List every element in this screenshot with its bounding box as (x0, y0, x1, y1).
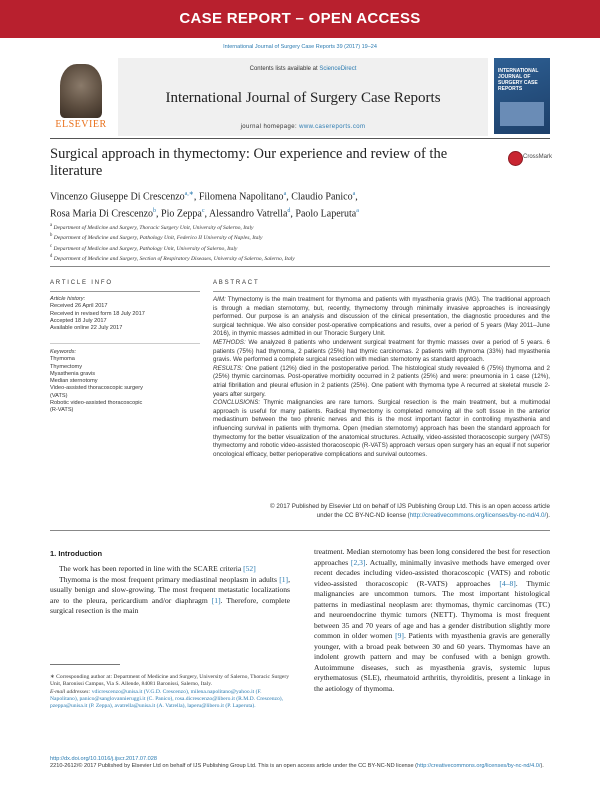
abstract-methods-text: We analyzed 8 patients who underwent surgical treatment for thymic masses over a period of 5 years. 6 patients (75%) had thymoma, 2 patients (25%) had thymic carcinomas. 2 patients with thymoma (33%) had myasthenia gravis. We performed a complete surgical resection with median sternotomy as standard approach. (213, 338, 550, 364)
email-label: E-mail addresses: (50, 688, 91, 695)
article-info-rule (50, 291, 200, 292)
affiliation-c-mark: c (50, 243, 53, 249)
left-column-text (50, 564, 290, 617)
affiliation-a (50, 222, 550, 232)
reference-link[interactable]: [52] (243, 564, 256, 573)
keyword: Thymoma (50, 356, 75, 363)
reference-link[interactable]: [4–8] (499, 578, 516, 588)
affiliation-d (50, 253, 550, 263)
abstract-aim-text: Thymectomy is the main treatment for thymoma and patients with myasthenia gravis (MG). The traditional approach is through a median sternotomy, but, recently, thymectomy through minimally invasive approaches is increasingly performed. Our purpose is an analysis and discussion of the clinical presentation, the diagnostic procedures and the surgical technique. We also consider post-operative complications and results, over a period of 5 years (May 2011–June 2016), in thymic masses admitted in our Thoracic Surgery Unit. (213, 296, 550, 338)
author-0-name[interactable]: Vincenzo Giuseppe Di Crescenzo (50, 191, 185, 203)
author-6-affil: a (356, 208, 359, 215)
abstract-results-text: One patient (12%) died in the postoperative period. The histological study revealed 6 (75%) thymoma and 2 (25%) thymic carcinomas. Post-operative morbidity occurred in 2 patients (25%) and were: pneumonia in 1 case (12%), atrial fibrillation and pleural effusion in 2 patients (25%). One patient with thymoma type A recurred at skeletal muscle 2-years after surgery. (213, 364, 550, 398)
copyright-suffix: ). (546, 511, 550, 519)
license-footer-link[interactable]: http://creativecommons.org/licenses/by-nc-nd/4.0/ (417, 763, 541, 770)
affiliation-c-text: Department of Medicine and Surgery, Pathology Unit, University of Salerno, Italy (53, 245, 238, 252)
affiliation-d-text: Department of Medicine and Surgery, Section of Respiratory Diseases, University of Salerno, Salerno, Italy (53, 255, 295, 262)
affiliation-c (50, 243, 550, 253)
keyword: Video-assisted thoracoscopic surgery (50, 385, 143, 392)
license-footer-suffix: ). (540, 763, 544, 770)
right-col-text-d: . Patients with myasthenia gravis are generally younger, with a broad peak between 30 and 60 years. Thymomas have an indolent growth pattern and may be confused with a benign growth. Autoimmune diseases, such as myasthenia gravis, systemic lupus erythematosus (SLE), rheumatoid arthritis, thyroiditis, present a linkage in the aetiology of thymoma. (314, 631, 550, 693)
journal-citation[interactable]: International Journal of Surgery Case Reports 39 (2017) 19–24 (223, 44, 377, 50)
keyword: Thymectomy (50, 363, 83, 370)
contents-line (118, 66, 488, 72)
author-4-affil: c (201, 208, 205, 215)
author-2-name[interactable]: Claudio Panico (291, 191, 353, 203)
elsevier-tree-icon (60, 64, 102, 118)
affiliation-a-mark: a (50, 223, 53, 228)
article-history (50, 296, 200, 332)
copyright-line-1: © 2017 Published by Elsevier Ltd on behalf of IJS Publishing Group Ltd. This is an open access article (270, 503, 550, 510)
author-1-name[interactable]: Filomena Napolitano (198, 191, 284, 203)
journal-masthead (50, 58, 550, 136)
affiliations (50, 222, 550, 263)
author-5-affil: d (287, 208, 291, 215)
header-rule (50, 138, 550, 139)
elsevier-wordmark: ELSEVIER (55, 119, 107, 130)
front-matter-rule (50, 266, 550, 267)
abstract-rule (213, 291, 550, 292)
abstract-heading: ABSTRACT (213, 280, 260, 286)
author-5-name[interactable]: Alessandro Vatrella (208, 208, 288, 220)
license-footer-prefix: 2210-2612/© 2017 Published by Elsevier Ltd on behalf of IJS Publishing Group Ltd. This is an open access article under the CC BY-NC-ND license ( (50, 763, 417, 770)
keyword: (R-VATS) (50, 407, 74, 414)
abstract-aim-label: AIM: (213, 296, 226, 303)
journal-title: International Journal of Surgery Case Reports (165, 90, 441, 106)
intro-p1-text: The work has been reported in line with the SCARE criteria (59, 564, 244, 573)
corresponding-address: ∗ Corresponding author at: Department of Medicine and Surgery, University of Salerno, Thoracic Surgery Unit, Baronissi Campus, Via S. Allende, 84081 Baronissi, Salerno, Italy. (50, 674, 290, 688)
history-label: Article history: (50, 296, 86, 302)
crossmark-icon (508, 151, 523, 166)
author-separator: , (290, 208, 296, 220)
intro-p2-text-b: , usually benign and slow-growing. The most frequent metastatic localizations are to the pleura, pericardium and/or diaphragm (50, 574, 290, 605)
author-0-affil: a,∗ (184, 191, 194, 197)
abstract-results (213, 365, 550, 399)
abstract-results-label: RESULTS: (213, 364, 243, 372)
abstract-methods (213, 339, 550, 365)
right-col-text-c: . Thymic malignancies are uncommon tumors. The most important histological patterns in mediastinal neoplasm are: thymomas, thymic carcinomas (TC) and neuroendocrine thymic tumors (NETT). Thymoma is most frequent between 35 and 70 years of age and has a gender distribution slightly more common in older women (314, 578, 550, 640)
intro-p2-text-c: . Therefore, complete surgical resection is the main (50, 595, 290, 615)
history-online: Available online 22 July 2017 (50, 325, 123, 332)
corresponding-author-footnote (50, 674, 290, 710)
keyword: Myasthenia gravis (50, 370, 96, 377)
affiliation-b-mark: b (50, 233, 53, 239)
intro-paragraph-2 (50, 575, 290, 617)
abstract-body (213, 296, 550, 459)
abstract-end-rule (50, 530, 550, 531)
abstract-aim (213, 296, 550, 339)
right-col-text-b: . Actually, minimally invasive methods have emerged over recent decades including video-assisted thoracoscopic (VATS) and robotic video-assisted thoracoscopic (R-VATS) approaches (314, 557, 550, 588)
history-revised: Received in revised form 18 July 2017 (50, 310, 145, 317)
intro-paragraph-1 (50, 564, 290, 575)
author-separator: , (156, 208, 162, 220)
history-received: Received 26 April 2017 (50, 303, 108, 310)
journal-cover-image[interactable] (494, 58, 550, 134)
right-col-text-a: treatment. Median sternotomy has been long considered the best for resection approaches (314, 547, 550, 567)
elsevier-logo[interactable] (50, 60, 112, 136)
sciencedirect-link[interactable]: ScienceDirect (319, 66, 357, 72)
author-1-affil: a (283, 191, 287, 197)
cover-illustration (500, 102, 544, 126)
keyword: Robotic video-assisted thoracoscopic (50, 400, 143, 407)
email-addresses (50, 689, 290, 711)
reference-link[interactable]: [2,3] (350, 557, 366, 567)
license-link[interactable]: http://creativecommons.org/licenses/by-nc-nd/4.0/ (409, 511, 547, 519)
affiliation-a-text: Department of Medicine and Surgery, Thoracic Surgery Unit, University of Salerno, Italy (53, 224, 254, 231)
author-separator: , (193, 191, 199, 203)
author-separator: , (204, 208, 209, 220)
right-column-text (314, 547, 550, 694)
copyright-line-2 (213, 512, 550, 521)
keyword: (VATS) (50, 392, 68, 399)
author-4-name[interactable]: Pio Zeppa (161, 208, 202, 220)
footnote-rule (50, 664, 120, 665)
reference-link[interactable]: [1] (279, 574, 289, 584)
author-3-affil: b (153, 208, 157, 215)
homepage-line (118, 124, 488, 130)
crossmark-label: CrossMark (523, 154, 553, 160)
homepage-link[interactable]: www.casereports.com (299, 124, 366, 130)
author-6-name[interactable]: Paolo Laperuta (295, 208, 357, 220)
keywords (50, 349, 200, 415)
reference-link[interactable]: [9] (395, 631, 404, 640)
introduction-heading: 1. Introduction (50, 549, 103, 558)
author-separator: , (286, 191, 292, 203)
doi-link[interactable]: http://dx.doi.org/10.1016/j.ijscr.2017.07.028 (50, 756, 157, 762)
keyword: Median sternotomy (50, 378, 98, 385)
history-accepted: Accepted 18 July 2017 (50, 317, 107, 324)
abstract-conclusions (213, 399, 550, 459)
author-list (50, 187, 550, 222)
abstract-methods-label: METHODS: (213, 338, 246, 346)
open-access-banner: CASE REPORT – OPEN ACCESS (0, 0, 600, 38)
right-column-paragraph (314, 547, 550, 694)
author-3-name[interactable]: Rosa Maria Di Crescenzo (50, 208, 154, 220)
abstract-conclusions-label: CONCLUSIONS: (213, 399, 261, 407)
license-footer (50, 763, 550, 770)
abstract-copyright (213, 503, 550, 520)
journal-header-box (118, 58, 488, 136)
contents-prefix: Contents lists available at (249, 66, 320, 72)
affiliation-b-text: Department of Medicine and Surgery, Pathology Unit, Federico II University of Naples, Italy (53, 235, 263, 242)
reference-link[interactable]: [1] (211, 595, 221, 605)
homepage-prefix: journal homepage: (240, 124, 300, 130)
cover-title: INTERNATIONAL JOURNAL OF SURGERY CASE REPORTS (498, 68, 539, 92)
history-keywords-rule (50, 343, 200, 344)
intro-p2-text-a: Thymoma is the most frequent primary mediastinal neoplasm in adults (59, 574, 280, 584)
affiliation-b (50, 232, 550, 242)
doi-footer (50, 756, 550, 771)
article-title: Surgical approach in thymectomy: Our experience and review of the literature (50, 146, 448, 179)
keywords-label: Keywords: (50, 349, 77, 355)
copyright-prefix: under the CC BY-NC-ND license ( (316, 511, 410, 519)
article-info-heading: ARTICLE INFO (50, 280, 113, 286)
abstract-conclusions-text: Thymic malignancies are rare tumors. Surgical resection is the main treatment, but a multimodal approach is useful for many patients. Radical thymectomy is completed removing all the soft tissue in the anterior mediastinum between the two phrenic nerves and this is the most important factor in controlling myasthenia and influencing survival in patients with thymoma. Open (median sternotomy) approach has been the standard approach for thymectomy for the better visualization of the anatomical structures. Actually, video-assisted thoracoscopic surgery (VATS) thymectomy and robotic video-assisted thoracoscopic (R-VATS) approach versus open surgery has an equal if not superior oncological efficacy, better perioperative complications and survival outcomes. (213, 399, 550, 458)
affiliation-d-mark: d (50, 254, 53, 260)
crossmark-badge[interactable] (508, 150, 552, 166)
author-separator: , (355, 191, 358, 203)
author-2-affil: a (352, 191, 356, 197)
email-list[interactable]: vdicrescenzo@unisa.it (V.G.D. Crescenzo), milena.napolitano@yahoo.it (F. Napolitano), panico@sanglovannieruggi.it (C. Panico), rosa.dicrescenzo@libero.it (R.M.D. Crescenzo), pzeppa@unisa.it (P. Zeppa), avatrella@unisa.it (A. Vatrella), laperu@libero.it (P. Laperuta). (50, 688, 284, 710)
